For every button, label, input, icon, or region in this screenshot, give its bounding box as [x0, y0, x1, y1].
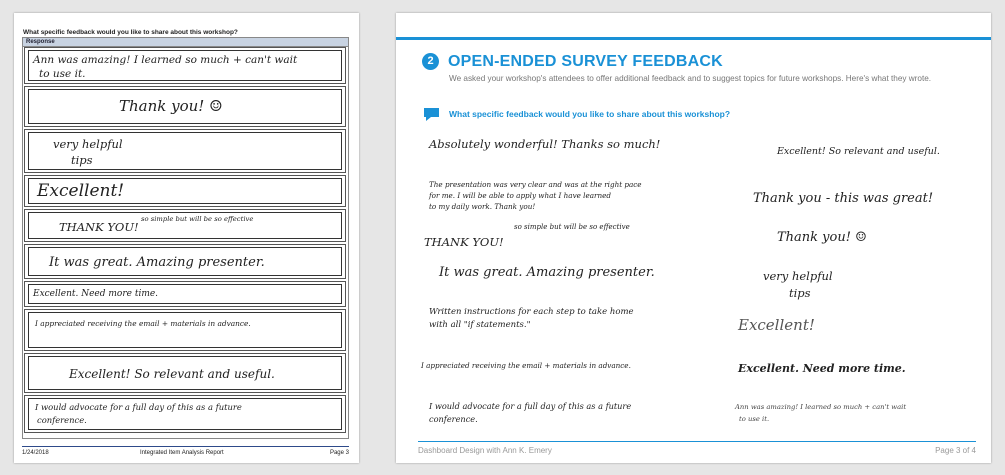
table-row: [24, 86, 346, 127]
feedback-item: Excellent!: [738, 316, 815, 334]
feedback-item: Thank you! ☺: [777, 230, 867, 245]
handwritten-line: very helpful: [53, 137, 123, 151]
feedback-item: Ann was amazing! I learned so much + can't wait: [735, 403, 907, 411]
feedback-item: so simple but will be so effective: [514, 223, 630, 231]
handwritten-line: conference.: [37, 415, 87, 425]
feedback-item: to my daily work. Thank you!: [429, 202, 536, 211]
handwritten-line: Excellent!: [37, 181, 125, 201]
handwritten-line: Ann was amazing! I learned so much + can't wait: [33, 54, 298, 66]
table-row: [24, 395, 346, 433]
accent-bar: [396, 37, 991, 40]
table-row: [24, 309, 346, 351]
handwritten-line: It was great. Amazing presenter.: [49, 255, 265, 270]
handwritten-line: to use it.: [39, 68, 86, 80]
handwritten-line: I appreciated receiving the email + materials in advance.: [35, 319, 251, 328]
handwritten-line: I would advocate for a full day of this as a future: [35, 402, 242, 412]
footer-divider: [418, 441, 976, 442]
feedback-item: Written instructions for each step to take home: [429, 307, 634, 317]
footer-page-number: Page 3 of 4: [935, 446, 976, 455]
table-row: [24, 244, 346, 279]
report-page: [14, 13, 359, 463]
feedback-item: I would advocate for a full day of this as a future: [429, 401, 632, 411]
section-title: OPEN-ENDED SURVEY FEEDBACK: [448, 53, 723, 70]
feedback-item: tips: [789, 286, 811, 300]
feedback-item: with all "if statements.": [429, 320, 531, 330]
feedback-item: THANK YOU!: [424, 235, 504, 249]
feedback-item: I appreciated receiving the email + materials in advance.: [421, 361, 631, 370]
response-column-header: Response: [23, 38, 348, 47]
footer-title: Dashboard Design with Ann K. Emery: [418, 446, 552, 455]
table-row: [24, 281, 346, 307]
handwritten-line: Excellent. Need more time.: [33, 289, 159, 299]
feedback-item: Excellent! So relevant and useful.: [777, 146, 940, 157]
feedback-item: very helpful: [763, 269, 833, 283]
feedback-item: for me. I will be able to apply what I have learned: [429, 191, 611, 200]
feedback-item: Excellent. Need more time.: [738, 362, 906, 375]
report-date: 1/24/2018: [22, 450, 49, 456]
handwritten-line: Thank you! ☺: [119, 97, 223, 115]
feedback-item: to use it.: [739, 415, 770, 423]
table-row: [24, 129, 346, 173]
feedback-item: It was great. Amazing presenter.: [439, 265, 655, 280]
feedback-item: conference.: [429, 414, 478, 424]
feedback-item: Absolutely wonderful! Thanks so much!: [429, 137, 661, 151]
section-subtitle: We asked your workshop's attendees to offer additional feedback and to suggest topics for future workshops. Here's what they wrote.: [449, 74, 932, 83]
handwritten-line: THANK YOU!: [59, 220, 139, 234]
table-row: [24, 175, 346, 207]
report-question: What specific feedback would you like to share about this workshop?: [23, 29, 238, 36]
dashboard-page: [396, 13, 991, 463]
speech-bubble-icon: [423, 107, 440, 121]
handwritten-line: tips: [71, 153, 93, 167]
report-footer-title: Integrated Item Analysis Report: [140, 450, 224, 456]
handwritten-line: so simple but will be so effective: [141, 215, 254, 223]
feedback-item: Thank you - this was great!: [753, 191, 934, 206]
report-footer: [22, 446, 349, 459]
response-table: [22, 37, 349, 439]
report-page-number: Page 3: [329, 450, 349, 456]
feedback-item: The presentation was very clear and was at the right pace: [429, 180, 642, 189]
table-row: [24, 353, 346, 393]
table-row: [24, 47, 346, 84]
feedback-question: What specific feedback would you like to share about this workshop?: [449, 109, 731, 119]
table-row: [24, 209, 346, 242]
handwritten-line: Excellent! So relevant and useful.: [69, 367, 275, 381]
section-number-badge: 2: [422, 53, 439, 70]
